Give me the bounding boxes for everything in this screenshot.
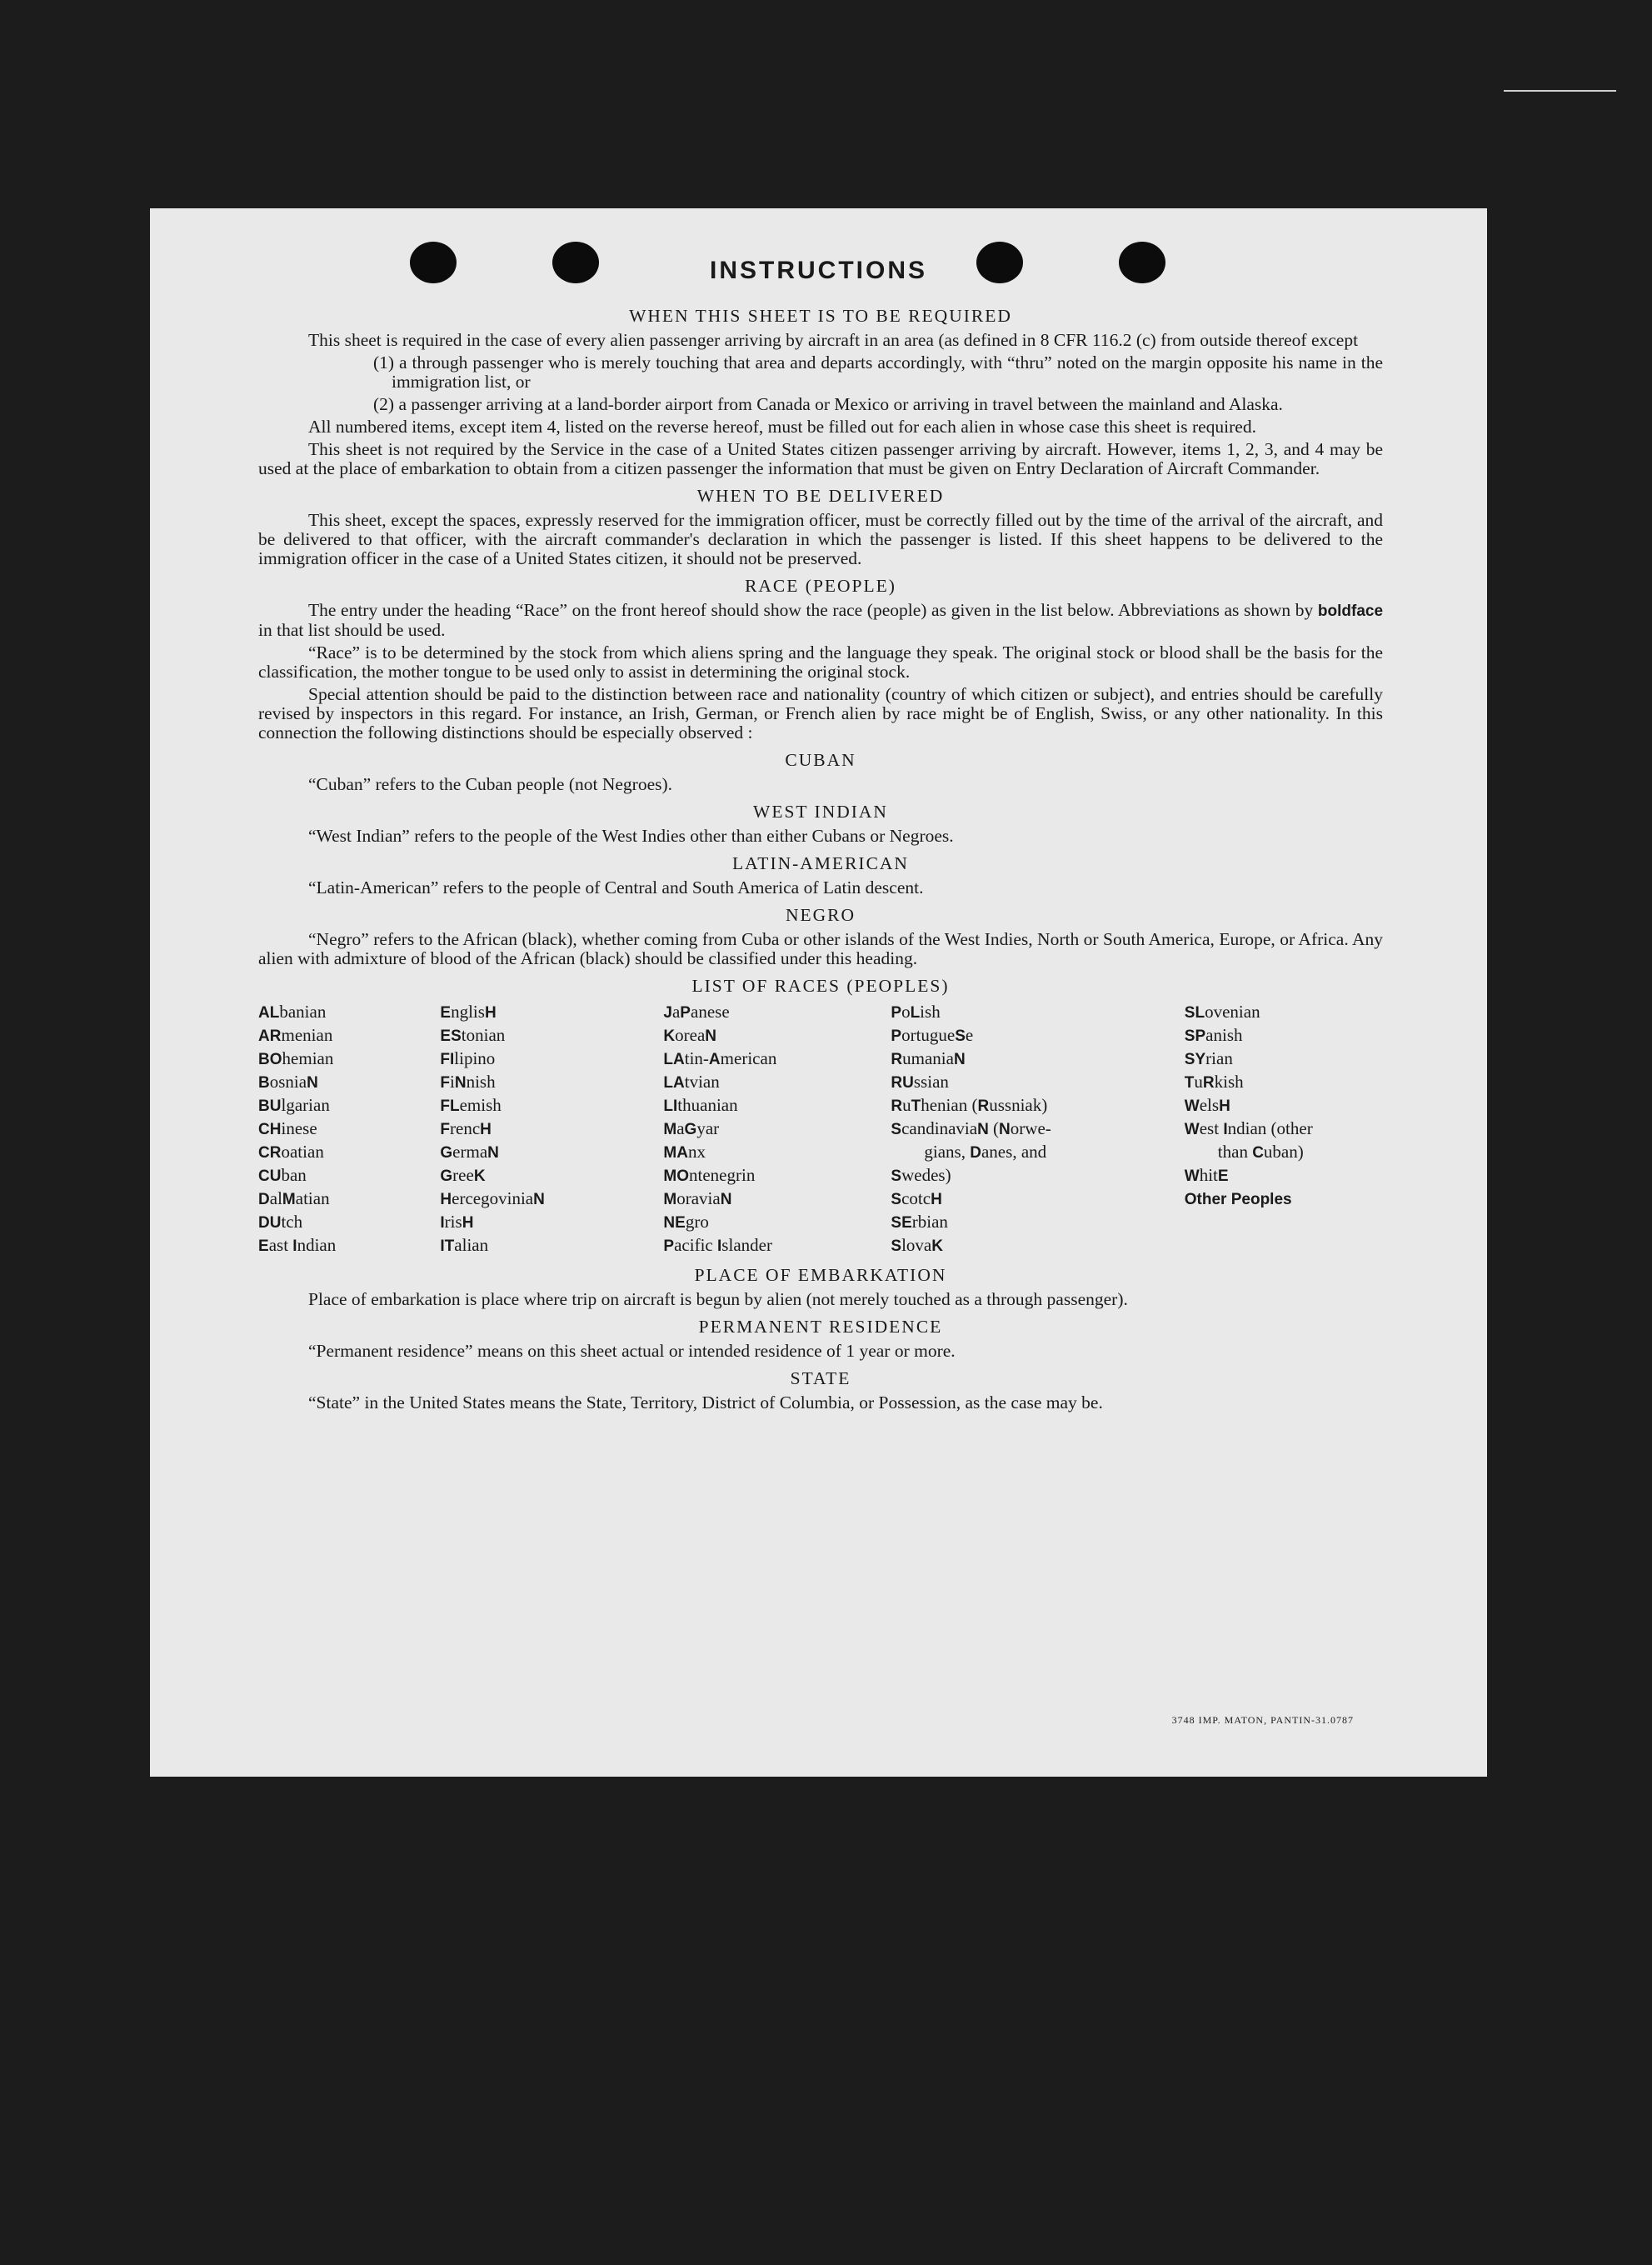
race-entry: Swedes) bbox=[891, 1165, 951, 1185]
race-entry: WelsH bbox=[1184, 1095, 1230, 1115]
paragraph: “West Indian” refers to the people of the West Indies other than either Cubans or Negroes. bbox=[308, 826, 954, 846]
race-entry: BUlgarian bbox=[258, 1095, 330, 1115]
race-entry: Other Peoples bbox=[1184, 1191, 1292, 1208]
paragraph: This sheet, except the spaces, expressly reserved for the immigration officer, must be correctly filled out by the time of the arrival of the aircraft, and be delivered to that officer, with the aircraft commander's declaration in which the passenger is listed. If this sheet happens to be delivered to the immigration officer in the case of a United States citizen, it should not be preserved. bbox=[258, 510, 1383, 568]
race-entry: PoLish bbox=[891, 1002, 941, 1022]
section-heading-west-indian: WEST INDIAN bbox=[753, 802, 888, 822]
paragraph bbox=[258, 601, 1383, 640]
race-entry: SPanish bbox=[1184, 1025, 1243, 1045]
race-entry: NEgro bbox=[663, 1212, 709, 1232]
section-heading-cuban: CUBAN bbox=[785, 750, 856, 770]
race-entry: MaGyar bbox=[663, 1118, 720, 1138]
race-entry: TuRkish bbox=[1184, 1072, 1244, 1092]
race-entry: WhitE bbox=[1184, 1165, 1229, 1185]
race-entry: FrencH bbox=[440, 1118, 492, 1138]
race-entry: CUban bbox=[258, 1165, 307, 1185]
paragraph: “Latin-American” refers to the people of Central and South America of Latin descent. bbox=[308, 878, 924, 898]
race-entry: BosniaN bbox=[258, 1072, 318, 1092]
race-entry: EStonian bbox=[440, 1025, 506, 1045]
race-entry: ALbanian bbox=[258, 1002, 327, 1022]
race-entry: Pacific Islander bbox=[663, 1235, 772, 1255]
race-entry: HercegoviniaN bbox=[440, 1188, 545, 1208]
instruction-sheet bbox=[150, 208, 1487, 1777]
paragraph: Place of embarkation is place where trip on aircraft is begun by alien (not merely touched as a through passenger). bbox=[308, 1289, 1128, 1309]
race-list bbox=[258, 1001, 1383, 1258]
race-entry: LAtvian bbox=[663, 1072, 720, 1092]
section-heading-residence: PERMANENT RESIDENCE bbox=[698, 1317, 943, 1337]
section-heading-when-delivered: WHEN TO BE DELIVERED bbox=[696, 486, 945, 506]
race-column bbox=[1185, 1001, 1383, 1258]
race-entry: FLemish bbox=[440, 1095, 502, 1115]
page-title: INSTRUCTIONS bbox=[710, 257, 927, 284]
race-entry: FIlipino bbox=[440, 1048, 496, 1068]
race-entry: PortugueSe bbox=[891, 1025, 974, 1045]
section-heading-race: RACE (PEOPLE) bbox=[745, 576, 896, 596]
race-column bbox=[891, 1001, 1184, 1258]
paragraph: “Permanent residence” means on this sheet actual or intended residence of 1 year or more. bbox=[308, 1341, 956, 1361]
race-column bbox=[663, 1001, 891, 1258]
race-column bbox=[440, 1001, 663, 1258]
race-entry: West Indian (other bbox=[1184, 1118, 1313, 1138]
list-item: (2) a passenger arriving at a land-border airport from Canada or Mexico or arriving in travel between the mainland and Alaska. bbox=[373, 394, 1283, 414]
section-heading-latin-american: LATIN-AMERICAN bbox=[732, 853, 909, 873]
race-entry: CRoatian bbox=[258, 1142, 324, 1162]
race-entry: ARmenian bbox=[258, 1025, 333, 1045]
race-entry: RumaniaN bbox=[891, 1048, 966, 1068]
paragraph: “Cuban” refers to the Cuban people (not Negroes). bbox=[308, 774, 673, 794]
text: The entry under the heading “Race” on the front hereof should show the race (people) as given in the list below. Abbreviations as shown by bbox=[308, 600, 1314, 620]
race-entry: MAnx bbox=[663, 1142, 706, 1162]
print-code: 3748 IMP. MATON, PANTIN-31.0787 bbox=[1171, 1714, 1354, 1726]
race-entry: LAtin-American bbox=[663, 1048, 777, 1068]
paragraph: This sheet is required in the case of every alien passenger arriving by aircraft in an area (as defined in 8 CFR 116.2 (c) from outside thereof except bbox=[308, 330, 1359, 350]
race-entry: MoraviaN bbox=[663, 1188, 732, 1208]
race-entry: DalMatian bbox=[258, 1188, 330, 1208]
race-entry: FiNnish bbox=[440, 1072, 496, 1092]
paragraph: “State” in the United States means the State, Territory, District of Columbia, or Possession, as the case may be. bbox=[308, 1392, 1103, 1412]
race-entry: KoreaN bbox=[663, 1025, 717, 1045]
list-item: (1) a through passenger who is merely touching that area and departs accordingly, with “thru” noted on the margin opposite his name in the immigration list, or bbox=[373, 352, 1383, 392]
race-entry: RUssian bbox=[891, 1072, 949, 1092]
section-heading-embarkation: PLACE OF EMBARKATION bbox=[694, 1265, 947, 1285]
race-entry: SLovenian bbox=[1184, 1002, 1260, 1022]
race-entry: East Indian bbox=[258, 1235, 337, 1255]
section-heading-list-of-races: LIST OF RACES (PEOPLES) bbox=[691, 976, 950, 996]
paragraph: “Race” is to be determined by the stock from which aliens spring and the language they speak. The original stock or blood shall be the basis for the classification, the mother tongue to be used only to assist in determining the original stock. bbox=[258, 642, 1383, 682]
race-entry: DUtch bbox=[258, 1212, 303, 1232]
scan-artifact bbox=[1504, 90, 1616, 92]
paragraph: This sheet is not required by the Service in the case of a United States citizen passenger arriving by aircraft. However, items 1, 2, 3, and 4 may be used at the place of embarkation to obtain from a citizen passenger the information that must be given on Entry Declaration of Aircraft Commander. bbox=[258, 439, 1383, 478]
race-entry: BOhemian bbox=[258, 1048, 334, 1068]
race-entry: SYrian bbox=[1184, 1048, 1233, 1068]
instructions-body bbox=[258, 298, 1383, 1416]
race-entry: SErbian bbox=[891, 1212, 948, 1232]
race-entry: EnglisH bbox=[440, 1002, 497, 1022]
race-entry: GreeK bbox=[440, 1165, 486, 1185]
paragraph: “Negro” refers to the African (black), whether coming from Cuba or other islands of the West Indies, North or South America, Europe, or Africa. Any alien with admixture of blood of the African (black) should be classified under this heading. bbox=[258, 929, 1383, 968]
boldface-word: boldface bbox=[1317, 602, 1384, 620]
race-column bbox=[258, 1001, 440, 1258]
section-heading-state: STATE bbox=[790, 1368, 851, 1388]
race-entry: MOntenegrin bbox=[663, 1165, 756, 1185]
race-entry: ITalian bbox=[440, 1235, 489, 1255]
race-entry: gians, Danes, and bbox=[924, 1142, 1047, 1162]
race-entry: SlovaK bbox=[891, 1235, 943, 1255]
section-heading-when-required: WHEN THIS SHEET IS TO BE REQUIRED bbox=[629, 306, 1012, 326]
race-entry: LIthuanian bbox=[663, 1095, 738, 1115]
race-entry: RuThenian (Russniak) bbox=[891, 1095, 1048, 1115]
race-entry: ScotcH bbox=[891, 1188, 942, 1208]
race-entry: IrisH bbox=[440, 1212, 474, 1232]
paragraph: Special attention should be paid to the distinction between race and nationality (country of which citizen or subject), and entries should be carefully revised by inspectors in this regard. For instance, an Irish, German, or French alien by race might be of English, Swiss, or any other nationality. In this connection the following distinctions should be especially observed : bbox=[258, 684, 1383, 742]
paragraph: All numbered items, except item 4, listed on the reverse hereof, must be filled out for each alien in whose case this sheet is required. bbox=[308, 417, 1256, 437]
race-entry: CHinese bbox=[258, 1118, 317, 1138]
section-heading-negro: NEGRO bbox=[785, 905, 856, 925]
text: in that list should be used. bbox=[258, 620, 446, 640]
race-entry: ScandinaviaN (Norwe- bbox=[891, 1118, 1051, 1138]
race-entry: GermaN bbox=[440, 1142, 499, 1162]
race-entry: JaPanese bbox=[663, 1002, 730, 1022]
race-entry: than Cuban) bbox=[1217, 1142, 1304, 1162]
